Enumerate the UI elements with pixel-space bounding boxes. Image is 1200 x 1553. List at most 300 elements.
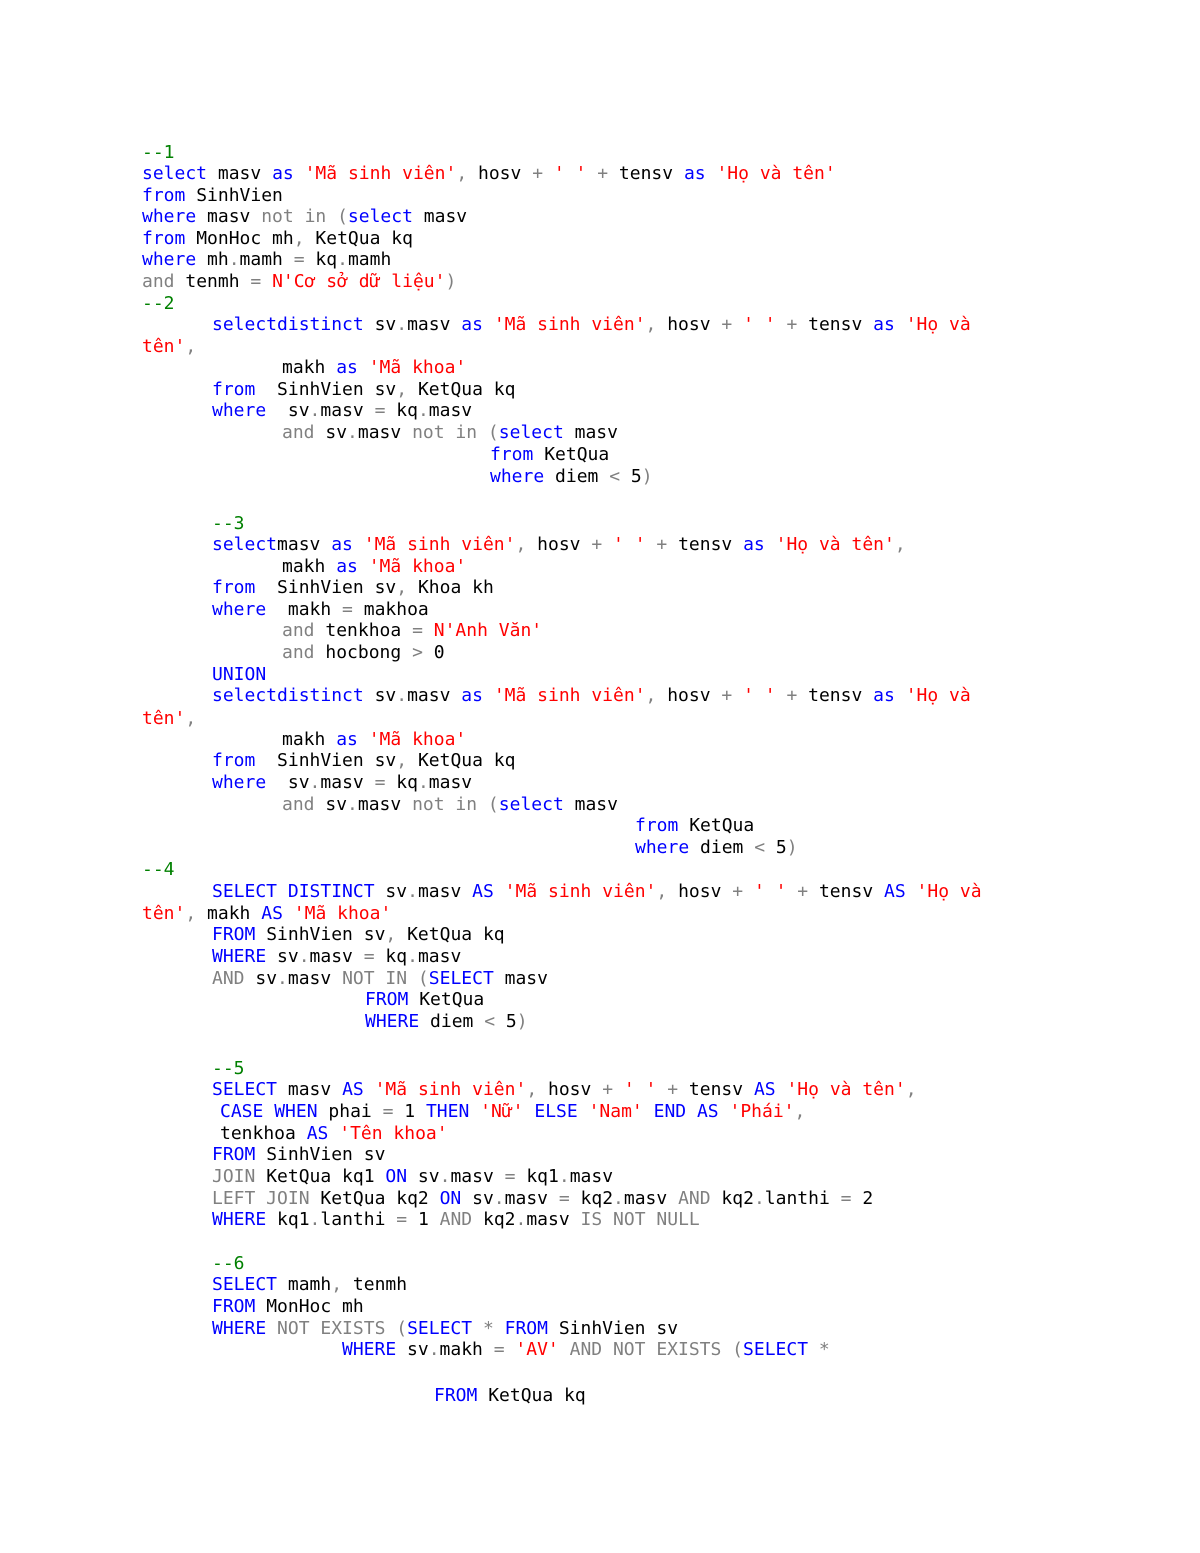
code-token-string-literal: 'Họ và tên'	[786, 1079, 906, 1100]
code-token-keyword: SELECT	[212, 881, 278, 902]
code-token-identifier: hosv	[478, 163, 533, 184]
code-token-identifier: kq2	[710, 1188, 754, 1209]
code-token-identifier: kq2	[580, 1188, 614, 1209]
code-token-identifier	[895, 685, 906, 706]
code-token-identifier: tensv	[688, 1079, 754, 1100]
code-token-identifier: masv	[563, 794, 618, 815]
code-token-identifier: makh	[282, 729, 337, 750]
code-token-identifier: KetQua kq	[417, 750, 516, 771]
code-line	[142, 708, 196, 730]
code-token-identifier: mamh	[277, 1274, 332, 1295]
code-line	[142, 185, 283, 207]
code-token-operator: AND NOT EXISTS (	[569, 1339, 744, 1360]
code-token-operator: ,	[396, 577, 418, 598]
code-token-identifier: masv	[277, 1079, 343, 1100]
code-line	[212, 379, 515, 401]
code-token-identifier: makh	[282, 556, 337, 577]
code-token-identifier: tensv	[808, 685, 874, 706]
code-token-operator: .	[228, 249, 240, 270]
code-token-identifier	[643, 1101, 654, 1122]
code-token-keyword: where	[142, 206, 197, 227]
code-token-identifier: hosv	[667, 314, 722, 335]
code-token-operator: AND	[678, 1188, 711, 1209]
code-token-identifier: sv	[266, 772, 310, 793]
code-token-operator: +	[721, 314, 744, 335]
code-token-keyword: select	[212, 314, 278, 335]
code-line	[212, 750, 515, 772]
code-token-identifier: SinhVien sv	[255, 924, 386, 945]
code-token-keyword: as	[461, 685, 483, 706]
code-token-keyword: where	[635, 837, 690, 858]
code-token-identifier	[706, 163, 717, 184]
code-line	[342, 1339, 830, 1361]
code-token-keyword: FROM	[504, 1318, 548, 1339]
code-token-keyword: AS	[472, 881, 494, 902]
code-token-keyword: ON	[385, 1166, 408, 1187]
code-token-keyword: as	[683, 163, 706, 184]
code-token-identifier: masv	[563, 422, 618, 443]
code-token-keyword: ON	[439, 1188, 462, 1209]
code-line	[212, 513, 245, 535]
code-token-identifier: mh	[196, 249, 229, 270]
code-token-identifier: mamh	[347, 249, 392, 270]
code-token-keyword: AS	[753, 1079, 776, 1100]
code-token-keyword: AS	[884, 881, 906, 902]
code-token-identifier: masv	[320, 400, 375, 421]
code-token-comment: --5	[212, 1058, 245, 1079]
code-token-identifier: kq	[385, 946, 408, 967]
code-token-keyword: CASE	[220, 1101, 264, 1122]
code-token-keyword: SELECT	[428, 968, 494, 989]
code-token-operator: =	[342, 599, 364, 620]
code-token-identifier: masv	[196, 206, 262, 227]
code-token-identifier: sv	[314, 422, 348, 443]
code-token-operator: ,	[396, 379, 418, 400]
code-token-identifier: masv	[623, 1188, 679, 1209]
code-token-string-literal: tên'	[142, 336, 186, 357]
code-token-keyword: where	[142, 249, 197, 270]
code-token-identifier: tensv	[808, 314, 874, 335]
code-token-operator: and	[282, 642, 315, 663]
code-token-identifier: SinhVien sv	[255, 577, 397, 598]
code-token-identifier: masv	[428, 772, 473, 793]
code-token-operator: ,	[894, 534, 906, 555]
code-token-identifier: masv	[412, 206, 468, 227]
code-line	[365, 989, 484, 1011]
code-token-operator: +	[721, 685, 744, 706]
code-token-operator: >	[412, 642, 434, 663]
code-token-identifier: tensv	[618, 163, 684, 184]
code-token-string-literal: N'Cơ sở dữ liệu'	[272, 271, 446, 292]
code-token-keyword: SELECT	[212, 1079, 278, 1100]
code-token-identifier	[776, 1079, 787, 1100]
code-token-keyword: select	[498, 422, 564, 443]
code-token-identifier: makhoa	[363, 599, 429, 620]
code-token-identifier	[559, 1339, 570, 1360]
code-token-identifier	[364, 1079, 375, 1100]
code-line	[212, 577, 494, 599]
code-token-operator: ,	[185, 708, 197, 729]
code-token-operator: ,	[645, 685, 668, 706]
code-line	[212, 685, 971, 707]
code-line	[142, 903, 391, 925]
code-token-string-literal: 'Họ và	[916, 881, 982, 902]
code-token-identifier: masv	[428, 400, 473, 421]
code-token-keyword: select	[212, 534, 278, 555]
code-token-keyword: as	[873, 314, 895, 335]
code-token-operator: ,	[293, 228, 316, 249]
code-token-operator: .	[396, 314, 408, 335]
code-token-operator: .	[337, 249, 348, 270]
code-token-keyword: SELECT	[407, 1318, 473, 1339]
code-token-identifier: 0	[433, 642, 445, 663]
code-token-operator: =	[382, 1101, 405, 1122]
code-token-string-literal: 'Mã khoa'	[368, 556, 467, 577]
code-token-operator: +	[656, 1079, 689, 1100]
code-token-keyword: WHERE	[212, 1209, 267, 1230]
code-token-operator: ,	[526, 1079, 548, 1100]
code-token-operator: .	[309, 1209, 321, 1230]
code-line	[212, 664, 266, 686]
code-token-keyword: END	[653, 1101, 687, 1122]
code-token-string-literal: 'Mã sinh viên'	[363, 534, 516, 555]
code-token-operator: )	[516, 1011, 528, 1032]
code-token-keyword: distinct	[277, 314, 364, 335]
code-token-keyword: FROM	[365, 989, 409, 1010]
code-token-identifier: masv	[309, 946, 364, 967]
code-token-keyword: WHERE	[212, 946, 267, 967]
code-token-string-literal: 'Họ và tên'	[775, 534, 895, 555]
code-token-operator: +	[602, 1079, 624, 1100]
code-token-identifier: makh	[266, 599, 343, 620]
code-token-identifier: masv	[417, 946, 462, 967]
code-token-operator: .	[407, 881, 418, 902]
code-token-string-literal: 'Mã sinh viên'	[493, 685, 646, 706]
code-line	[282, 642, 445, 664]
code-token-operator: ,	[396, 750, 418, 771]
code-token-identifier	[358, 556, 369, 577]
code-line	[212, 1296, 364, 1318]
code-line	[635, 815, 754, 837]
code-token-identifier: sv	[314, 794, 348, 815]
code-token-operator: <	[484, 1011, 506, 1032]
code-token-keyword: as	[272, 163, 294, 184]
code-token-identifier: tenmh	[352, 1274, 408, 1295]
code-token-identifier	[358, 729, 369, 750]
code-token-identifier: SinhVien sv	[255, 379, 397, 400]
code-token-operator: IS NOT NULL	[580, 1209, 700, 1230]
code-token-operator: +	[732, 881, 754, 902]
code-token-identifier: hosv	[678, 881, 733, 902]
code-token-operator: AND	[212, 968, 245, 989]
code-token-identifier: masv	[207, 163, 273, 184]
code-token-keyword: AS	[306, 1123, 329, 1144]
code-token-identifier: sv	[461, 1188, 494, 1209]
code-token-keyword: FROM	[212, 1296, 256, 1317]
code-token-keyword: FROM	[434, 1385, 478, 1406]
code-token-operator: not in (	[261, 206, 348, 227]
code-token-identifier	[719, 1101, 730, 1122]
code-token-comment: --4	[142, 859, 175, 880]
code-token-identifier	[578, 1101, 589, 1122]
code-token-identifier: tensv	[818, 881, 884, 902]
code-token-string-literal: 'Mã sinh viên'	[304, 163, 457, 184]
code-token-identifier: sv	[407, 1166, 440, 1187]
code-token-operator: ,	[331, 1274, 353, 1295]
code-token-operator: not in (	[412, 422, 499, 443]
code-token-operator: .	[309, 772, 321, 793]
code-token-keyword: from	[142, 185, 186, 206]
code-token-string-literal: ' '	[553, 163, 587, 184]
code-token-identifier: KetQua kq	[315, 228, 413, 249]
code-token-keyword: FROM	[212, 924, 256, 945]
code-line	[282, 729, 466, 751]
code-line	[142, 206, 467, 228]
code-token-identifier: makh	[439, 1339, 494, 1360]
code-token-identifier: tenkhoa	[314, 620, 413, 641]
code-token-identifier: masv	[417, 881, 473, 902]
code-token-keyword: select	[498, 794, 564, 815]
code-line	[212, 772, 472, 794]
code-line	[282, 556, 466, 578]
code-token-comment: --6	[212, 1253, 245, 1274]
code-token-keyword: as	[331, 534, 353, 555]
code-token-identifier: 2	[862, 1188, 874, 1209]
code-token-operator: +	[532, 163, 554, 184]
code-line	[142, 271, 456, 293]
code-token-keyword: as	[336, 556, 358, 577]
code-token-keyword: where	[212, 599, 267, 620]
code-token-identifier	[483, 314, 494, 335]
code-token-keyword: from	[635, 815, 679, 836]
code-token-keyword: from	[490, 444, 534, 465]
code-token-keyword: as	[336, 357, 358, 378]
code-token-operator: +	[775, 685, 809, 706]
code-token-keyword: distinct	[277, 685, 364, 706]
code-token-string-literal: 'Mã khoa'	[293, 903, 392, 924]
code-token-identifier	[277, 881, 288, 902]
code-line	[365, 1011, 528, 1033]
code-token-identifier: tenmh	[174, 271, 251, 292]
code-token-keyword: as	[743, 534, 765, 555]
code-token-comment: --1	[142, 142, 175, 163]
code-token-identifier: KetQua kq	[407, 924, 505, 945]
code-token-identifier: KetQua kq2	[309, 1188, 440, 1209]
code-token-operator: ,	[905, 1079, 917, 1100]
code-token-operator: .	[417, 400, 429, 421]
code-token-identifier: sv	[266, 946, 299, 967]
code-token-identifier: kq	[396, 772, 418, 793]
code-token-operator: ,	[456, 163, 478, 184]
code-token-identifier: 1	[417, 1209, 440, 1230]
code-token-keyword: DISTINCT	[287, 881, 375, 902]
code-token-operator: <	[609, 466, 631, 487]
code-token-operator: +	[775, 314, 809, 335]
code-token-identifier: kq	[315, 249, 338, 270]
code-token-keyword: from	[142, 228, 186, 249]
code-token-identifier	[328, 1123, 339, 1144]
code-token-operator: .	[613, 1188, 624, 1209]
code-token-operator: .	[493, 1188, 505, 1209]
code-token-identifier: 1	[404, 1101, 426, 1122]
code-line	[142, 142, 175, 164]
code-line	[212, 968, 548, 990]
code-line	[142, 336, 196, 358]
code-token-operator: +	[786, 881, 819, 902]
code-line	[212, 924, 505, 946]
code-token-operator: *	[808, 1339, 830, 1360]
code-token-operator: ,	[515, 534, 538, 555]
code-token-identifier: hosv	[537, 534, 592, 555]
code-token-string-literal: N'Anh Văn'	[433, 620, 543, 641]
code-line	[282, 620, 542, 642]
code-token-identifier: masv	[287, 968, 343, 989]
code-token-operator: and	[282, 620, 315, 641]
code-token-operator: JOIN	[212, 1166, 256, 1187]
code-token-operator: =	[396, 1209, 418, 1230]
code-token-string-literal: 'Mã khoa'	[368, 357, 467, 378]
code-token-identifier	[906, 881, 917, 902]
code-token-identifier: diem	[419, 1011, 485, 1032]
code-token-identifier: masv	[277, 534, 332, 555]
code-token-identifier: masv	[493, 968, 548, 989]
code-token-operator: not in (	[412, 794, 499, 815]
code-token-operator: .	[407, 946, 418, 967]
code-token-operator: +	[586, 163, 619, 184]
code-token-operator: *	[472, 1318, 505, 1339]
code-token-keyword: where	[212, 772, 267, 793]
code-token-identifier: KetQua kq	[417, 379, 516, 400]
code-token-identifier: masv	[407, 314, 462, 335]
code-token-identifier: hocbong	[314, 642, 413, 663]
code-token-identifier: SinhVien	[185, 185, 283, 206]
code-line	[282, 422, 618, 444]
code-token-operator: NOT EXISTS (	[277, 1318, 408, 1339]
code-token-string-literal: ' '	[623, 1079, 657, 1100]
code-token-operator: ,	[185, 903, 208, 924]
code-token-operator: .	[298, 946, 310, 967]
code-line	[212, 1274, 407, 1296]
code-token-keyword: select	[212, 685, 278, 706]
code-token-identifier	[294, 163, 305, 184]
code-line	[282, 357, 466, 379]
code-token-keyword: THEN	[425, 1101, 470, 1122]
code-line	[212, 1188, 873, 1210]
code-token-operator: ,	[385, 924, 408, 945]
code-token-identifier	[266, 1318, 277, 1339]
code-token-operator: ,	[185, 336, 197, 357]
code-token-operator: NOT IN (	[342, 968, 429, 989]
code-token-operator: .	[396, 685, 408, 706]
code-token-identifier: sv	[363, 314, 397, 335]
code-line	[212, 599, 429, 621]
code-token-identifier: masv	[320, 772, 375, 793]
code-token-operator: )	[641, 466, 653, 487]
code-token-string-literal: ' '	[743, 685, 776, 706]
code-line	[220, 1101, 805, 1123]
code-token-operator: =	[558, 1188, 581, 1209]
code-token-string-literal: 'Nữ'	[480, 1101, 524, 1122]
code-token-string-literal: 'Mã sinh viên'	[504, 881, 657, 902]
code-token-keyword: ELSE	[534, 1101, 578, 1122]
code-token-operator: =	[250, 271, 273, 292]
code-token-identifier	[469, 1101, 480, 1122]
code-token-operator: .	[347, 794, 358, 815]
code-line	[142, 859, 175, 881]
code-line	[212, 1253, 245, 1275]
code-token-identifier: SinhVien sv	[547, 1318, 679, 1339]
code-token-identifier: masv	[357, 794, 413, 815]
code-token-identifier: masv	[450, 1166, 505, 1187]
code-token-keyword: WHERE	[365, 1011, 420, 1032]
code-token-string-literal: 'AV'	[515, 1339, 559, 1360]
code-token-identifier: KetQua	[533, 444, 610, 465]
code-token-identifier: MonHoc mh	[185, 228, 294, 249]
code-token-identifier	[765, 534, 776, 555]
code-line	[212, 1079, 917, 1101]
code-token-string-literal: tên'	[142, 708, 186, 729]
code-token-identifier: kq1	[526, 1166, 559, 1187]
code-token-operator: =	[840, 1188, 863, 1209]
code-token-operator: .	[753, 1188, 765, 1209]
code-token-operator: =	[412, 620, 434, 641]
code-token-keyword: AS	[696, 1101, 719, 1122]
code-token-operator: )	[786, 837, 798, 858]
code-token-identifier: SinhVien sv	[255, 750, 397, 771]
code-token-operator: and	[282, 794, 315, 815]
code-token-string-literal: 'Mã sinh viên'	[493, 314, 646, 335]
code-token-keyword: SELECT	[743, 1339, 809, 1360]
code-token-keyword: as	[873, 685, 895, 706]
code-token-operator: +	[645, 534, 679, 555]
code-line	[212, 400, 472, 422]
code-token-comment: --3	[212, 513, 245, 534]
code-token-keyword: WHERE	[212, 1318, 267, 1339]
code-token-identifier: KetQua kq	[477, 1385, 586, 1406]
code-token-identifier: kq	[396, 400, 418, 421]
code-token-string-literal: ' '	[613, 534, 646, 555]
code-token-identifier: KetQua kq1	[255, 1166, 386, 1187]
code-token-operator: .	[515, 1209, 527, 1230]
code-token-keyword: as	[461, 314, 483, 335]
code-token-operator: .	[417, 772, 429, 793]
code-token-operator: =	[363, 946, 386, 967]
code-token-keyword: select	[347, 206, 413, 227]
code-token-string-literal: 'Họ và tên'	[716, 163, 836, 184]
code-token-identifier: diem	[689, 837, 755, 858]
code-token-identifier: masv	[407, 685, 462, 706]
code-token-string-literal: 'Nam'	[588, 1101, 643, 1122]
code-token-keyword: select	[142, 163, 208, 184]
code-token-keyword: UNION	[212, 664, 267, 685]
code-token-identifier	[686, 1101, 697, 1122]
code-token-identifier: KetQua	[408, 989, 485, 1010]
code-token-keyword: FROM	[212, 1144, 256, 1165]
code-token-operator: ,	[656, 881, 679, 902]
code-token-keyword: as	[336, 729, 358, 750]
code-line	[212, 1166, 613, 1188]
code-token-identifier: sv	[266, 400, 310, 421]
code-token-identifier: SinhVien sv	[255, 1144, 386, 1165]
code-token-identifier: hosv	[667, 685, 722, 706]
code-token-operator: <	[754, 837, 776, 858]
code-token-operator: =	[293, 249, 316, 270]
code-token-identifier: tensv	[678, 534, 744, 555]
code-line	[142, 163, 836, 185]
code-token-identifier: diem	[544, 466, 610, 487]
code-token-string-literal: 'Phái'	[729, 1101, 795, 1122]
code-token-operator: .	[309, 400, 321, 421]
